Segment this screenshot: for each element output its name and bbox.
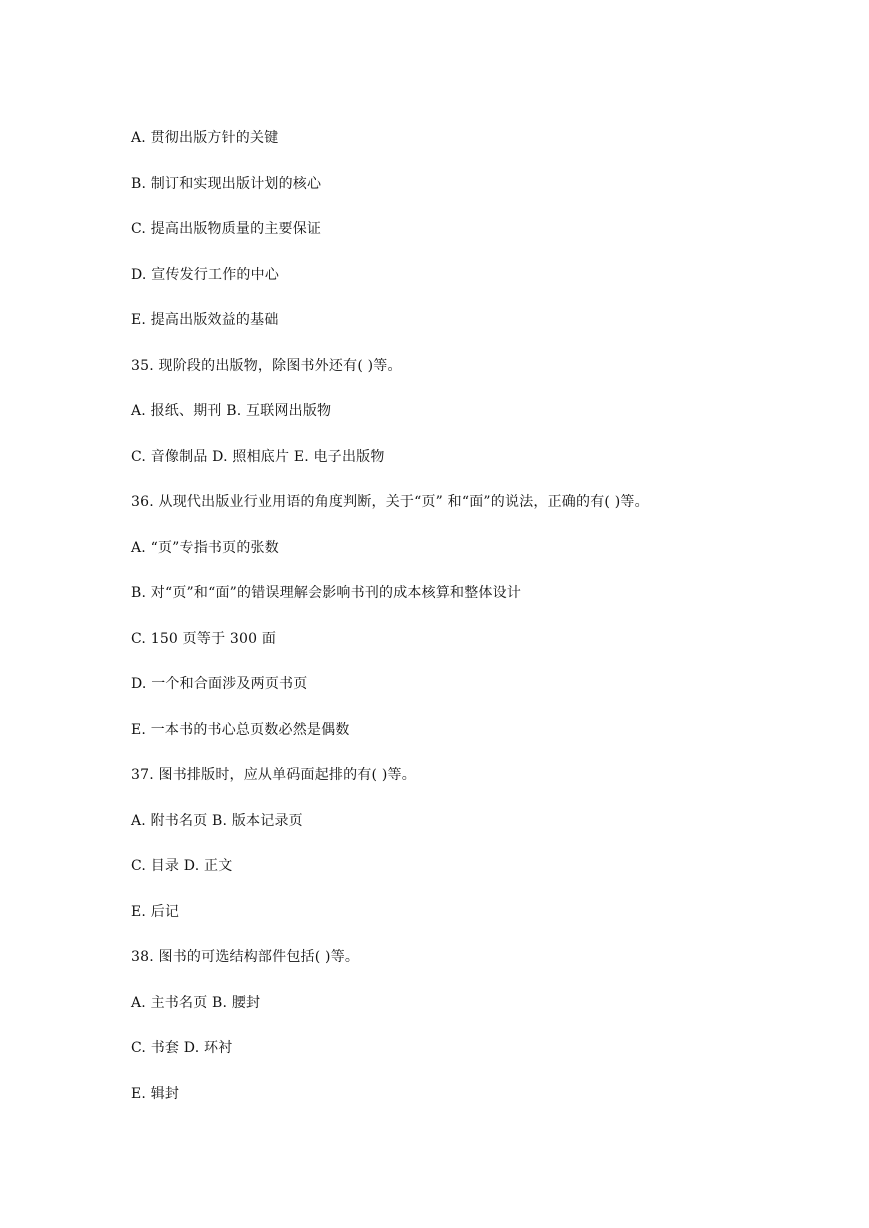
option-34-a: A. 贯彻出版方针的关键: [131, 130, 279, 146]
option-36-c: C. 150 页等于 300 面: [131, 630, 277, 647]
option-34-e: E. 提高出版效益的基础: [131, 312, 279, 328]
option-34-c: C. 提高出版物质量的主要保证: [131, 221, 322, 237]
question-36: 36. 从现代出版业行业用语的角度判断，关于“页” 和“面”的说法，正确的有( )等。: [131, 494, 649, 510]
option-36-e: E. 一本书的书心总页数必然是偶数: [131, 721, 350, 738]
question-38: 38. 图书的可选结构部件包括( )等。: [131, 949, 360, 965]
option-34-d: D. 宣传发行工作的中心: [131, 266, 280, 283]
option-36-a: A. “页”专指书页的张数: [131, 539, 279, 556]
option-37-e: E. 后记: [131, 903, 180, 920]
option-36-d: D. 一个和合面涉及两页书页: [131, 676, 308, 692]
options-37-cd: C. 目录 D. 正文: [131, 858, 233, 874]
options-38-ab: A. 主书名页 B. 腰封: [131, 994, 261, 1011]
option-38-e: E. 辑封: [131, 1085, 180, 1102]
question-35: 35. 现阶段的出版物，除图书外还有( )等。: [131, 357, 402, 374]
options-35-ab: A. 报纸、期刊 B. 互联网出版物: [131, 403, 332, 419]
question-text-block: [131, 127, 851, 1128]
options-37-ab: A. 附书名页 B. 版本记录页: [131, 812, 303, 829]
options-38-cd: C. 书套 D. 环衬: [131, 1040, 233, 1056]
option-34-b: B. 制订和实现出版计划的核心: [131, 175, 322, 192]
options-35-cde: C. 音像制品 D. 照相底片 E. 电子出版物: [131, 448, 385, 465]
question-37: 37. 图书排版时，应从单码面起排的有( )等。: [131, 767, 416, 783]
option-36-b: B. 对“页”和“面”的错误理解会影响书刊的成本核算和整体设计: [131, 585, 522, 601]
